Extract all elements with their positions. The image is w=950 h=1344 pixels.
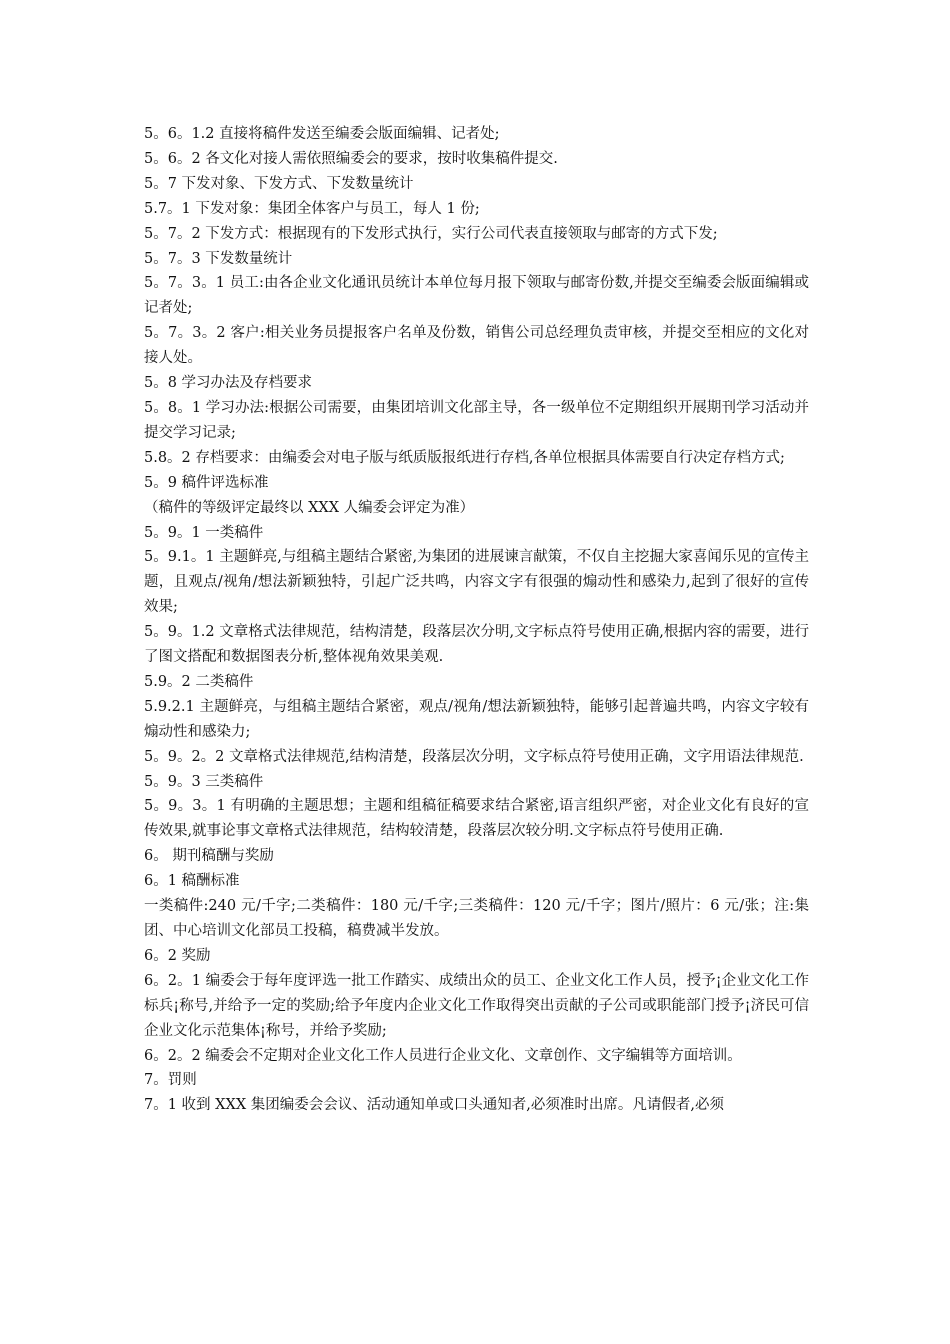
paragraph-3: 5。7 下发对象、下发方式、下发数量统计 [144, 175, 414, 192]
paragraph-6: 5。7。3 下发数量统计 [144, 250, 293, 267]
paragraph-28: 7。罚则 [144, 1072, 197, 1089]
paragraph-23: 6。1 稿酬标准 [144, 873, 240, 890]
paragraph-22: 6。 期刊稿酬与奖励 [144, 848, 274, 865]
paragraph-5: 5。7。2 下发方式：根据现有的下发形式执行，实行公司代表直接领取与邮寄的方式下发; [144, 225, 718, 242]
paragraph-18: 5.9.2.1 主题鲜亮，与组稿主题结合紧密，观点/视角/想法新颖独特，能够引起普遍共鸣，内容文字较有煽动性和感染力; [144, 698, 809, 740]
paragraph-19: 5。9。2。2 文章格式法律规范,结构清楚，段落层次分明，文字标点符号使用正确，文字用语法律规范. [144, 748, 804, 765]
paragraph-16: 5。9。1.2 文章格式法律规范，结构清楚，段落层次分明,文字标点符号使用正确,根据内容的需要，进行了图文搭配和数据图表分析,整体视角效果美观. [144, 624, 809, 666]
paragraph-29: 7。1 收到 XXX 集团编委会会议、活动通知单或口头通知者,必须准时出席。凡请假者,必须 [144, 1097, 724, 1114]
paragraph-12: 5。9 稿件评选标准 [144, 474, 269, 491]
paragraph-7: 5。7。3。1 员工:由各企业文化通讯员统计本单位每月报下领取与邮寄份数,并提交至编委会版面编辑或记者处; [144, 275, 809, 317]
paragraph-15: 5。9.1。1 主题鲜亮,与组稿主题结合紧密,为集团的进展谏言献策，不仅自主挖掘大家喜闻乐见的宣传主题，且观点/视角/想法新颖独特，引起广泛共鸣，内容文字有很强的煽动性和感染力,起到了很好的宣传效果; [144, 549, 809, 616]
paragraph-27: 6。2。2 编委会不定期对企业文化工作人员进行企业文化、文章创作、文字编辑等方面培训。 [144, 1047, 742, 1064]
paragraph-2: 5。6。2 各文化对接人需依照编委会的要求，按时收集稿件提交. [144, 150, 558, 167]
paragraph-13: （稿件的等级评定最终以 XXX 人编委会评定为准） [144, 499, 475, 516]
paragraph-24: 一类稿件:240 元/千字;二类稿件：180 元/千字;三类稿件：120 元/千字；图片/照片：6 元/张；注:集团、中心培训文化部员工投稿，稿费减半发放。 [144, 898, 809, 939]
paragraph-8: 5。7。3。2 客户:相关业务员提报客户名单及份数，销售公司总经理负责审核，并提交至相应的文化对接人处。 [144, 325, 809, 367]
paragraph-9: 5。8 学习办法及存档要求 [144, 375, 313, 392]
paragraph-26: 6。2。1 编委会于每年度评选一批工作踏实、成绩出众的员工、企业文化工作人员，授予¡企业文化工作标兵¡称号,并给予一定的奖励;给予年度内企业文化工作取得突出贡献的子公司或职能部门授予¡济民可信企业文化示范集体¡称号，并给予奖励; [144, 972, 809, 1039]
paragraph-10: 5。8。1 学习办法:根据公司需要，由集团培训文化部主导，各一级单位不定期组织开展期刊学习活动并提交学习记录; [144, 399, 809, 441]
paragraph-20: 5。9。3 三类稿件 [144, 773, 264, 790]
paragraph-21: 5。9。3。1 有明确的主题思想；主题和组稿征稿要求结合紧密,语言组织严密，对企业文化有良好的宣传效果,就事论事文章格式法律规范，结构较清楚，段落层次较分明.文字标点符号使用正确. [144, 798, 809, 840]
paragraph-11: 5.8。2 存档要求：由编委会对电子版与纸质版报纸进行存档,各单位根据具体需要自行决定存档方式; [144, 449, 785, 466]
document-body [144, 122, 809, 1118]
paragraph-17: 5.9。2 二类稿件 [144, 673, 254, 690]
paragraph-1: 5。6。1.2 直接将稿件发送至编委会版面编辑、记者处; [144, 126, 500, 142]
paragraph-25: 6。2 奖励 [144, 947, 211, 964]
paragraph-4: 5.7。1 下发对象：集团全体客户与员工，每人 1 份; [144, 200, 480, 217]
paragraph-14: 5。9。1 一类稿件 [144, 524, 264, 541]
